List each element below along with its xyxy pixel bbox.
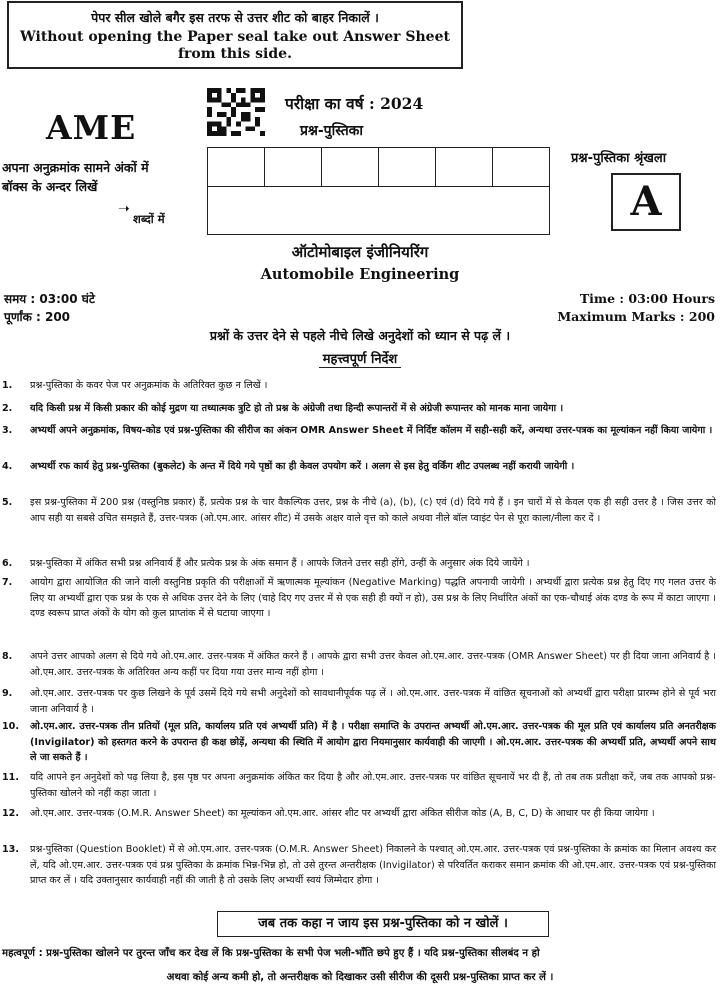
instruction-item <box>2 770 716 801</box>
instruction-number: 6. <box>2 558 13 569</box>
instruction-item <box>2 378 716 394</box>
roll-number-label-line2: बॉक्स के अन्दर लिखें <box>2 179 98 194</box>
instruction-item <box>2 575 716 622</box>
roll-digit-box[interactable] <box>493 148 549 186</box>
instruction-text: इस प्रश्न-पुस्तिका में 200 प्रश्न (वस्तुनिष्ठ प्रकार) हैं, प्रत्येक प्रश्न के चार वैकल्पिक उत्तर, प्रश्न के नीचे (a), (b), (c) एवं (d) दिये गये हैं । इन चारों में से केवल एक ही सही उत्तर है । जिस उत्तर को आप सही या सबसे उचित समझते हैं, उत्तर-पत्रक (ओ.एम.आर. आंसर शीट) में उसके अक्षर वाले वृत्त को काले अथवा नीले बॉल प्वाइंट पेन से पूरा काला/नीला कर दें । <box>30 497 716 524</box>
instruction-item <box>2 459 716 475</box>
roll-number-words-box[interactable] <box>208 187 549 233</box>
roll-digit-box[interactable] <box>379 148 436 186</box>
roll-number-words-label: शब्दों में <box>133 212 165 226</box>
instruction-number: 11. <box>2 772 19 783</box>
instruction-text: प्रश्न-पुस्तिका में अंकित सभी प्रश्न अनिवार्य हैं और प्रत्येक प्रश्न के अंक समान हैं । आपके जितने उत्तर सही होंगे, उन्हीं के अनुसार अंक दिये जायेंगे । <box>30 558 530 569</box>
seal-notice-box <box>7 1 463 69</box>
roll-digit-box[interactable] <box>322 148 379 186</box>
series-label: प्रश्न-पुस्तिका श्रृंखला <box>571 151 667 166</box>
instruction-number: 3. <box>2 425 13 436</box>
instruction-number: 5. <box>2 497 13 508</box>
time-marks-english <box>557 290 715 326</box>
instruction-text: ओ.एम.आर. उत्तर-पत्रक पर कुछ लिखने के पूर्व उसमें दिये गये सभी अनुदेशों को सावधानीपूर्वक पढ़ लें । ओ.एम.आर. उत्तर-पत्रक में वांछित सूचनाओं को अभ्यर्थी द्वारा परीक्षा प्रारम्भ होने से पूर्व भरा जाना अनिवार्य है । <box>30 688 716 715</box>
instruction-number: 12. <box>2 808 19 819</box>
instruction-number: 13. <box>2 844 19 855</box>
series-value-box: A <box>611 173 681 231</box>
instruction-item <box>2 495 716 526</box>
instruction-item <box>2 649 716 680</box>
seal-notice-english-line1: Without opening the Paper seal take out Answer Sheet <box>20 29 450 45</box>
instruction-number: 8. <box>2 651 13 662</box>
footer-line2: अथवा कोई अन्य कमी हो, तो अन्तरीक्षक को दिखाकर उसी सीरीज की दूसरी प्रश्न-पुस्तिका प्राप्त कर लें । <box>166 972 554 983</box>
time-hindi: समय : 03:00 घंटे <box>4 292 95 306</box>
instruction-number: 1. <box>2 380 13 391</box>
instruction-text: यदि किसी प्रश्न में किसी प्रकार की कोई मुद्रण या तथ्यात्मक त्रुटि हो तो प्रश्न के अंग्रेजी तथा हिन्दी रूपान्तरों में से अंग्रेजी रूपान्तर को मानक माना जायेगा । <box>30 403 564 414</box>
instruction-text: प्रश्न-पुस्तिका के कवर पेज पर अनुक्रमांक के अतिरिक्त कुछ न लिखें । <box>30 380 268 391</box>
instruction-item <box>2 401 716 417</box>
instruction-item <box>2 719 716 766</box>
subject-hindi: ऑटोमोबाइल इंजीनियरिंग <box>291 243 429 261</box>
roll-digit-box[interactable] <box>208 148 265 186</box>
instructions-heading-text: महत्त्वपूर्ण निर्देश <box>319 352 402 368</box>
instruction-number: 4. <box>2 461 13 472</box>
time-english: Time : 03:00 Hours <box>579 291 715 306</box>
instruction-text: ओ.एम.आर. उत्तर-पत्रक तीन प्रतियों (मूल प्रति, कार्यालय प्रति एवं अभ्यर्थी प्रति) में है । परीक्षा समाप्ति के उपरान्त अभ्यर्थी ओ.एम.आर. उत्तर-पत्रक की मूल प्रति एवं कार्यालय प्रति अनतरीक्षक (Invigilator) को हस्तगत करने के उपरान्त ही कक्ष छोड़ें, अन्यथा की स्थिति में आयोग द्वारा नियमानुसार कार्यवाही की जाएगी । ओ.एम.आर. उत्तर-पत्रक की अभ्यर्थी प्रति, अभ्यर्थी अपने साथ ले जा सकते हैं । <box>30 721 716 763</box>
subject-english: Automobile Engineering <box>260 266 460 283</box>
instruction-text: अभ्यर्थी रफ कार्य हेतु प्रश्न-पुस्तिका (बुकलेट) के अन्त में दिये गये पृष्ठों का ही केवल उपयोग करें । अलग से इस हेतु वर्किंग शीट उपलब्ध नहीं करायी जायेगी । <box>30 461 575 472</box>
footer-line1: महत्वपूर्ण : प्रश्न-पुस्तिका खोलने पर तुरन्त जाँच कर देख लें कि प्रश्न-पुस्तिका के सभी पेज भली-भाँति छपे हुए हैं । यदि प्रश्न-पुस्तिका सीलबंद न हो <box>2 948 540 959</box>
instruction-item <box>2 556 716 572</box>
instruction-text: अभ्यर्थी अपने अनुक्रमांक, विषय-कोड एवं प्रश्न-पुस्तिका की सीरीज का अंकन OMR Answer Sheet में निर्दिष्ट कॉलम में सही-सही करें, अन्यथा उत्तर-पत्रक का मूल्यांकन नहीं किया जायेगा । <box>30 425 713 436</box>
roll-digit-box[interactable] <box>436 148 493 186</box>
exam-code: AME <box>46 108 137 147</box>
booklet-label: प्रश्न-पुस्तिका <box>300 123 364 139</box>
roll-number-label <box>2 158 149 196</box>
instruction-number: 7. <box>2 577 13 588</box>
roll-number-label-line1: अपना अनुक्रमांक सामने अंकों में <box>2 160 149 175</box>
instructions-heading <box>0 349 720 367</box>
instruction-text: प्रश्न-पुस्तिका (Question Booklet) में से ओ.एम.आर. उत्तर-पत्रक (O.M.R. Answer Sheet) निकालने के पश्चात् ओ.एम.आर. उत्तर-पत्रक एवं प्रश्न-पुस्तिका के क्रमांक का मिलान अवश्य कर लें, यदि ओ.एम.आर. उत्तर-पत्रक एवं प्रश्न पुस्तिका के क्रमांक भिन्न-भिन्न हो, तो उसे तुरन्त अन्तरीक्षक (Invigilator) से परिवर्तित कराकर समान क्रमांक की ओ.एम.आर. उत्तर-पत्रक एवं प्रश्न-पुस्तिका प्राप्त कर लें । यदि उक्तानुसार कार्यवाही नहीं की जाती है तो उसके लिए अभ्यर्थी स्वयं जिम्मेदार होगा । <box>30 844 716 886</box>
instruction-text: अपने उत्तर आपको अलग से दिये गये ओ.एम.आर. उत्तर-पत्रक में अंकित करने हैं । आपके द्वारा सभी उत्तर केवल ओ.एम.आर. उत्तर-पत्रक (OMR Answer Sheet) पर ही दिया जाना अनिवार्य है । ओ.एम.आर. उत्तर-पत्रक के अतिरिक्त अन्य कहीं पर दिया गया उत्तर मान्य नहीं होगा । <box>30 651 716 678</box>
instruction-number: 2. <box>2 403 13 414</box>
instruction-item <box>2 842 716 889</box>
read-notice: प्रश्नों के उत्तर देने से पहले नीचे लिखे अनुदेशों को ध्यान से पढ़ लें । <box>209 328 511 343</box>
instruction-number: 9. <box>2 688 13 699</box>
qr-code-icon <box>207 88 265 136</box>
instruction-text: आयोग द्वारा आयोजित की जाने वाली वस्तुनिष्ठ प्रकृति की परीक्षाओं में ऋणात्मक मूल्यांकन (Negative Marking) पद्धति अपनायी जायेगी । अभ्यर्थी द्वारा प्रत्येक प्रश्न हेतु दिए गए गलत उत्तर के लिए या अभ्यर्थी द्वारा एक प्रश्न के एक से अधिक उत्तर देने के लिए (चाहे दिए गए उत्तर में से एक सही ही क्यों न हो), उस प्रश्न के लिए निर्धारित अंकों का एक-चौथाई अंक दण्ड के रूप में काटा जाएगा । दण्ड स्वरूप प्राप्त अंकों के योग को कुल प्राप्तांक में से घटाया जाएगा । <box>30 577 716 619</box>
roll-number-grid[interactable] <box>207 147 550 235</box>
marks-hindi: पूर्णांक : 200 <box>4 310 71 324</box>
closing-instruction-box: जब तक कहा न जाय इस प्रश्न-पुस्तिका को न खोलें । <box>217 911 549 937</box>
instruction-text: ओ.एम.आर. उत्तर-पत्रक (O.M.R. Answer Sheet) का मूल्यांकन ओ.एम.आर. आंसर शीट पर अभ्यर्थी द्वारा अंकित सीरीज कोड (A, B, C, D) के आधार पर ही किया जायेगा । <box>30 808 655 819</box>
roll-number-digit-row <box>208 148 549 187</box>
exam-year: परीक्षा का वर्ष : 2024 <box>285 94 424 113</box>
arrow-right-icon: ➝ <box>118 201 130 217</box>
instruction-number: 10. <box>2 721 19 732</box>
marks-english: Maximum Marks : 200 <box>557 309 715 324</box>
instruction-item <box>2 686 716 717</box>
seal-notice-english-line2: from this side. <box>178 46 292 62</box>
instruction-text: यदि आपने इन अनुदेशों को पढ़ लिया है, इस पृष्ठ पर अपना अनुक्रमांक अंकित कर दिया है और ओ.एम.आर. उत्तर-पत्रक पर वांछित सूचनायें भर दी हैं, तो तब तक प्रतीक्षा करें, जब तक आपको प्रश्न-पुस्तिका खोलने को नहीं कहा जाता । <box>30 772 716 799</box>
time-marks-hindi <box>4 290 95 326</box>
seal-notice-hindi: पेपर सील खोले बगैर इस तरफ से उत्तर शीट को बाहर निकालें । <box>91 10 379 25</box>
instruction-item <box>2 423 716 439</box>
roll-digit-box[interactable] <box>265 148 322 186</box>
instruction-item <box>2 806 716 822</box>
